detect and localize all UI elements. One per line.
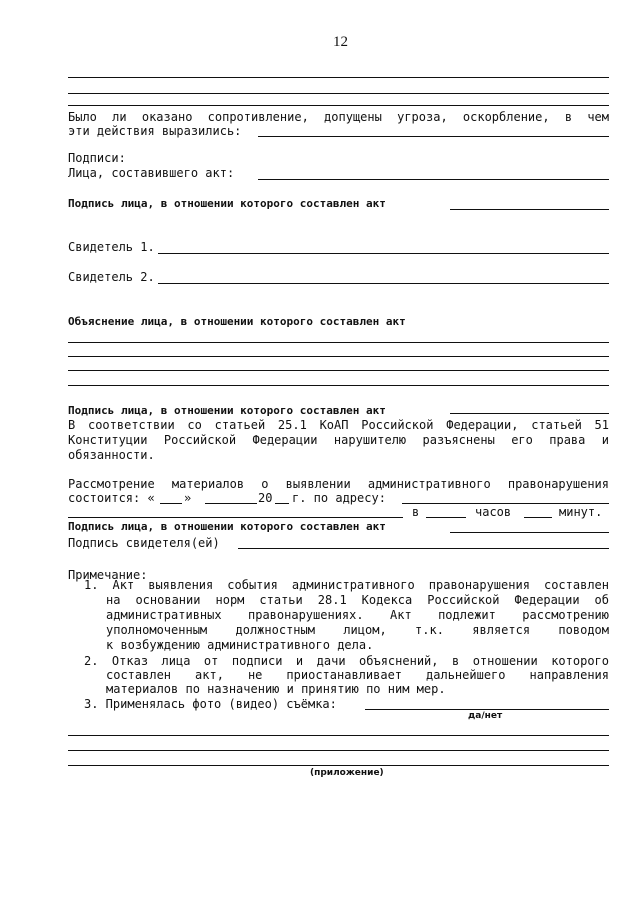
- yes-no-caption: да/нет: [468, 711, 503, 721]
- explanation-line[interactable]: [68, 356, 609, 357]
- review-address-line-2[interactable]: [68, 517, 403, 518]
- note-2-line: материалов по назначению и принятию по ним мер.: [106, 682, 446, 696]
- witness-signature-label: Подпись свидетеля(ей): [68, 536, 220, 550]
- review-year-prefix: 20: [258, 491, 273, 505]
- review-date-prefix: состоится: «: [68, 491, 155, 505]
- resistance-question-line1: Было ли оказано сопротивление, допущены угроза, оскорбление, в чем: [68, 110, 609, 124]
- page-number: 12: [333, 34, 348, 50]
- rights-line1: В соответствии со статьей 25.1 КоАП Российской Федерации, статьей 51: [68, 418, 609, 432]
- note-1-line: к возбуждению административного дела.: [106, 638, 374, 652]
- compiler-signature-label: Лица, составившего акт:: [68, 166, 235, 180]
- explanation-line[interactable]: [68, 370, 609, 371]
- subject-signature-line[interactable]: [450, 209, 609, 210]
- review-year-line[interactable]: [275, 503, 289, 504]
- blank-line: [68, 105, 609, 106]
- note-1-line: административных правонарушениях. Акт подлежит рассмотрению: [106, 608, 609, 622]
- compiler-signature-line[interactable]: [258, 179, 609, 180]
- review-at-label: в: [412, 505, 420, 519]
- subject-signature-label: Подпись лица, в отношении которого составлен акт: [68, 197, 386, 210]
- review-address-label: г. по адресу:: [292, 491, 386, 505]
- note-1-line: на основании норм статьи 28.1 Кодекса Российской Федерации об: [106, 593, 609, 607]
- witness-2-line[interactable]: [158, 283, 609, 284]
- subject-signature-line-3[interactable]: [450, 532, 609, 533]
- attachment-line[interactable]: [68, 750, 609, 751]
- review-month-line[interactable]: [205, 503, 257, 504]
- witness-1-line[interactable]: [158, 253, 609, 254]
- blank-line: [68, 93, 609, 94]
- notes-heading: Примечание:: [68, 568, 148, 582]
- attachment-line[interactable]: [68, 735, 609, 736]
- review-address-line[interactable]: [402, 503, 609, 504]
- note-1-line: 1. Акт выявления события административного правонарушения составлен: [84, 578, 609, 592]
- review-minutes-line[interactable]: [524, 517, 552, 518]
- subject-signature-label-2: Подпись лица, в отношении которого составлен акт: [68, 404, 386, 417]
- blank-line: [68, 77, 609, 78]
- review-hours-label: часов: [475, 505, 512, 519]
- note-3: 3. Применялась фото (видео) съёмка:: [84, 697, 337, 711]
- witness-signature-line[interactable]: [238, 548, 609, 549]
- subject-signature-label-3: Подпись лица, в отношении которого составлен акт: [68, 520, 386, 533]
- review-line1: Рассмотрение материалов о выявлении административного правонарушения: [68, 477, 609, 491]
- witness-2-label: Свидетель 2.: [68, 270, 155, 284]
- resistance-answer-line[interactable]: [258, 136, 609, 137]
- photo-video-answer-line[interactable]: [365, 709, 609, 710]
- review-minutes-label: минут.: [559, 505, 603, 519]
- review-hours-line[interactable]: [426, 517, 466, 518]
- attachment-caption: (приложение): [310, 768, 384, 778]
- explanation-line[interactable]: [68, 342, 609, 343]
- resistance-question-line2: эти действия выразились:: [68, 124, 242, 138]
- signatures-heading: Подписи:: [68, 151, 126, 165]
- review-date-close: »: [184, 491, 192, 505]
- explanation-heading: Объяснение лица, в отношении которого составлен акт: [68, 315, 406, 328]
- rights-line2: Конституции Российской Федерации нарушителю разъяснены его права и: [68, 433, 609, 447]
- rights-line3: обязанности.: [68, 448, 155, 462]
- attachment-line[interactable]: [68, 765, 609, 766]
- subject-signature-line-2[interactable]: [450, 413, 609, 414]
- note-2-line: составлен акт, не приостанавливает дальнейшего направления: [106, 668, 609, 682]
- explanation-line[interactable]: [68, 385, 609, 386]
- note-2-line: 2. Отказ лица от подписи и дачи объяснений, в отношении которого: [84, 654, 609, 668]
- witness-1-label: Свидетель 1.: [68, 240, 155, 254]
- note-1-line: уполномоченным должностным лицом, т.к. является поводом: [106, 623, 609, 637]
- review-day-line[interactable]: [160, 503, 182, 504]
